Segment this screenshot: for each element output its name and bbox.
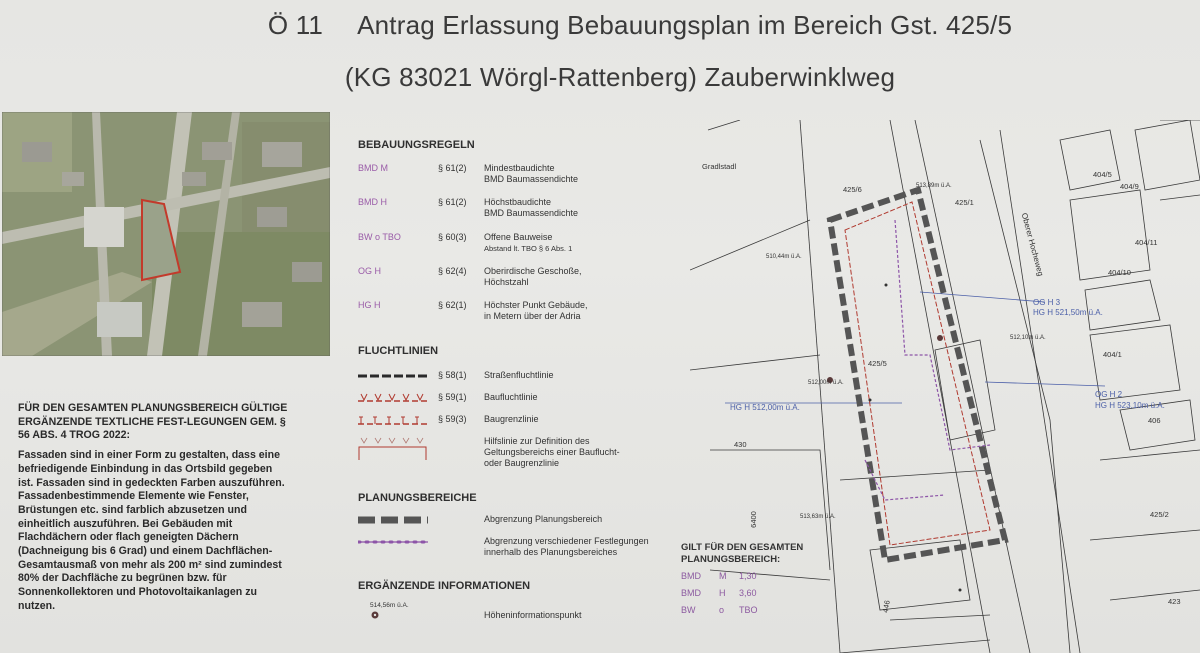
gilt-type: H <box>719 588 726 598</box>
rule-description <box>484 266 582 288</box>
map-og-label: OG H 2 <box>1095 390 1123 399</box>
rule-desc-line-2: Abstand lt. TBO § 6 Abs. 1 <box>484 244 573 253</box>
baugrenzlinie-symbol <box>358 414 430 428</box>
rule-paragraph: § 62(4) <box>438 266 467 276</box>
map-label-parcel: 423 <box>1168 597 1181 606</box>
map-label-parcel: 425/1 <box>955 198 974 207</box>
map-label-gradlstadl: Gradlstadl <box>702 162 737 171</box>
rule-description <box>484 197 578 219</box>
map-height-point: 510,44m ü.A. <box>766 254 802 260</box>
slide-subtitle: (KG 83021 Wörgl-Rattenberg) Zauberwinklweg <box>344 62 896 92</box>
gilt-code: BMD <box>681 571 701 581</box>
map-height-point: 512,00m ü.A. <box>808 380 844 386</box>
rule-description <box>484 163 578 185</box>
rule-desc-line-2: in Metern über der Adria <box>484 311 581 321</box>
abgrenzung-festlegungen-symbol <box>358 536 430 548</box>
map-label-parcel: 425/2 <box>1150 510 1169 519</box>
line-description <box>484 436 620 469</box>
rule-desc-line-2: Höchstzahl <box>484 277 529 287</box>
rule-code: OG H <box>358 266 382 276</box>
rule-desc-line: Mindestbaudichte <box>484 163 555 173</box>
aerial-photo <box>2 112 330 356</box>
line-description: Baufluchtlinie <box>484 392 538 402</box>
map-label-parcel: 430 <box>734 440 747 449</box>
gilt-heading-line-1: GILT FÜR DEN GESAMTEN <box>681 542 804 553</box>
map-label-parcel: 404/11 <box>1135 238 1158 247</box>
map-hg-label: HG H 523,10m ü.A. <box>1095 401 1165 410</box>
gilt-value: 3,60 <box>739 588 757 598</box>
gilt-heading <box>681 542 841 566</box>
hilfslinie-symbol <box>358 436 430 462</box>
gilt-heading-line-2: PLANUNGSBEREICH: <box>681 554 781 565</box>
textual-regulations-heading: FÜR DEN GESAMTEN PLANUNGSBEREICH GÜLTIGE ERGÄNZENDE TEXTLICHE FEST-LEGUNGEN GEM. § 56 ABS. 4 TROG 2022: <box>18 402 288 442</box>
rule-desc-line-2: BMD Baumassendichte <box>484 174 579 184</box>
map-label-parcel: 404/1 <box>1103 350 1122 359</box>
line-paragraph: § 59(1) <box>438 392 467 402</box>
gilt-type: o <box>719 605 725 615</box>
rule-paragraph: § 61(2) <box>438 163 467 173</box>
line-description: Abgrenzung Planungsbereich <box>484 514 603 524</box>
hilfslinie-desc-2: Geltungsbereichs einer Bauflucht- <box>484 447 620 457</box>
gilt-value: TBO <box>739 605 758 615</box>
rule-paragraph: § 62(1) <box>438 300 467 310</box>
map-height-point: 513,89m ü.A. <box>916 183 952 189</box>
line-paragraph: § 58(1) <box>438 370 467 380</box>
ergaenzende-heading: ERGÄNZENDE INFORMATIONEN <box>358 580 531 592</box>
map-og-label: OG H 3 <box>1033 298 1061 307</box>
map-label-parcel: 6400 <box>748 511 758 528</box>
item-number: Ö 11 <box>267 10 324 40</box>
line-description <box>484 536 649 558</box>
map-hg-label: HG H 521,50m ü.A. <box>1033 308 1103 317</box>
fluchtlinien-heading: FLUCHTLINIEN <box>358 345 439 357</box>
gilt-code: BMD <box>681 588 701 598</box>
map-label-parcel: 404/9 <box>1120 182 1139 191</box>
rule-code: HG H <box>358 300 381 310</box>
map-label-street: Oberer Hocheweg <box>1019 211 1046 278</box>
rule-code: BW o TBO <box>358 232 401 242</box>
line-description: Höheninformationspunkt <box>484 610 582 620</box>
abgrenzung-planungsbereich-symbol <box>358 514 430 526</box>
map-label-parcel: 446 <box>880 599 892 614</box>
rule-desc-line-2: BMD Baumassendichte <box>484 208 579 218</box>
rule-desc-line: Oberirdische Geschoße, <box>484 266 582 276</box>
hilfslinie-desc-3: oder Baugrenzlinie <box>484 458 560 468</box>
map-hg-label: HG H 512,00m ü.A. <box>730 403 800 412</box>
height-point-icon <box>370 610 382 622</box>
rule-paragraph: § 60(3) <box>438 232 467 242</box>
height-point-value: 514,56m ü.A. <box>370 602 409 609</box>
rule-desc-line: Offene Bauweise <box>484 232 553 242</box>
map-label-parcel: 404/5 <box>1093 170 1112 179</box>
rule-code: BMD M <box>358 163 388 173</box>
planungsbereiche-heading: PLANUNGSBEREICHE <box>358 492 477 504</box>
title-line-1: Antrag Erlassung Bebauungsplan im Bereich Gst. 425/5 <box>357 10 1013 40</box>
textual-regulations <box>18 402 290 614</box>
festlegungen-desc-2: innerhalb des Planungsbereiches <box>484 547 618 557</box>
gilt-code: BW <box>681 605 696 615</box>
slide-title <box>40 10 1200 41</box>
baufluchtlinie-symbol <box>358 392 430 406</box>
map-label-parcel: 404/10 <box>1108 268 1131 277</box>
rule-paragraph: § 61(2) <box>438 197 467 207</box>
map-height-point: 513,63m ü.A. <box>800 514 836 520</box>
rule-description <box>484 232 572 254</box>
gilt-type: M <box>719 571 727 581</box>
zoning-plan-map <box>690 120 1200 653</box>
hilfslinie-desc-1: Hilfslinie zur Definition des <box>484 436 590 446</box>
bebauungsregeln-heading: BEBAUUNGSREGELN <box>358 139 475 151</box>
festlegungen-desc-1: Abgrenzung verschiedener Festlegungen <box>484 536 649 546</box>
line-description: Baugrenzlinie <box>484 414 539 424</box>
line-description: Straßenfluchtlinie <box>484 370 554 380</box>
gilt-value: 1,30 <box>739 571 757 581</box>
line-paragraph: § 59(3) <box>438 414 467 424</box>
strassenfluchtlinie-symbol <box>358 370 430 382</box>
rule-desc-line: Höchstbaudichte <box>484 197 552 207</box>
rule-description <box>484 300 588 322</box>
map-height-point: 512,10m ü.A. <box>1010 335 1046 341</box>
rule-desc-line: Höchster Punkt Gebäude, <box>484 300 588 310</box>
rule-code: BMD H <box>358 197 387 207</box>
textual-regulations-body: Fassaden sind in einer Form zu gestalten, dass eine befriedigende Einbindung in das Ortsbild gegeben ist. Fassaden sind in gedeckten Farben auszuführen. Fassadenbestimmende Elemente wie Fenster, Brüstungen etc. sind farblich abzusetzen und einheitlich auszuführen. Bei Gebäuden mit Flachdächern oder flach geneigten Dächern (Dachneigung bis 6 Grad) und einem Dachflächen-Gesamtausmaß von mehr als 200 m² sind zumindest 80% der Dachfläche zu begrünen bzw. für Sonnenkollektoren und Photovoltaikanlagen zu nutzen. <box>18 449 285 612</box>
map-label-parcel: 425/6 <box>843 185 862 194</box>
map-label-parcel: 425/5 <box>868 359 887 368</box>
map-label-parcel: 406 <box>1148 416 1161 425</box>
